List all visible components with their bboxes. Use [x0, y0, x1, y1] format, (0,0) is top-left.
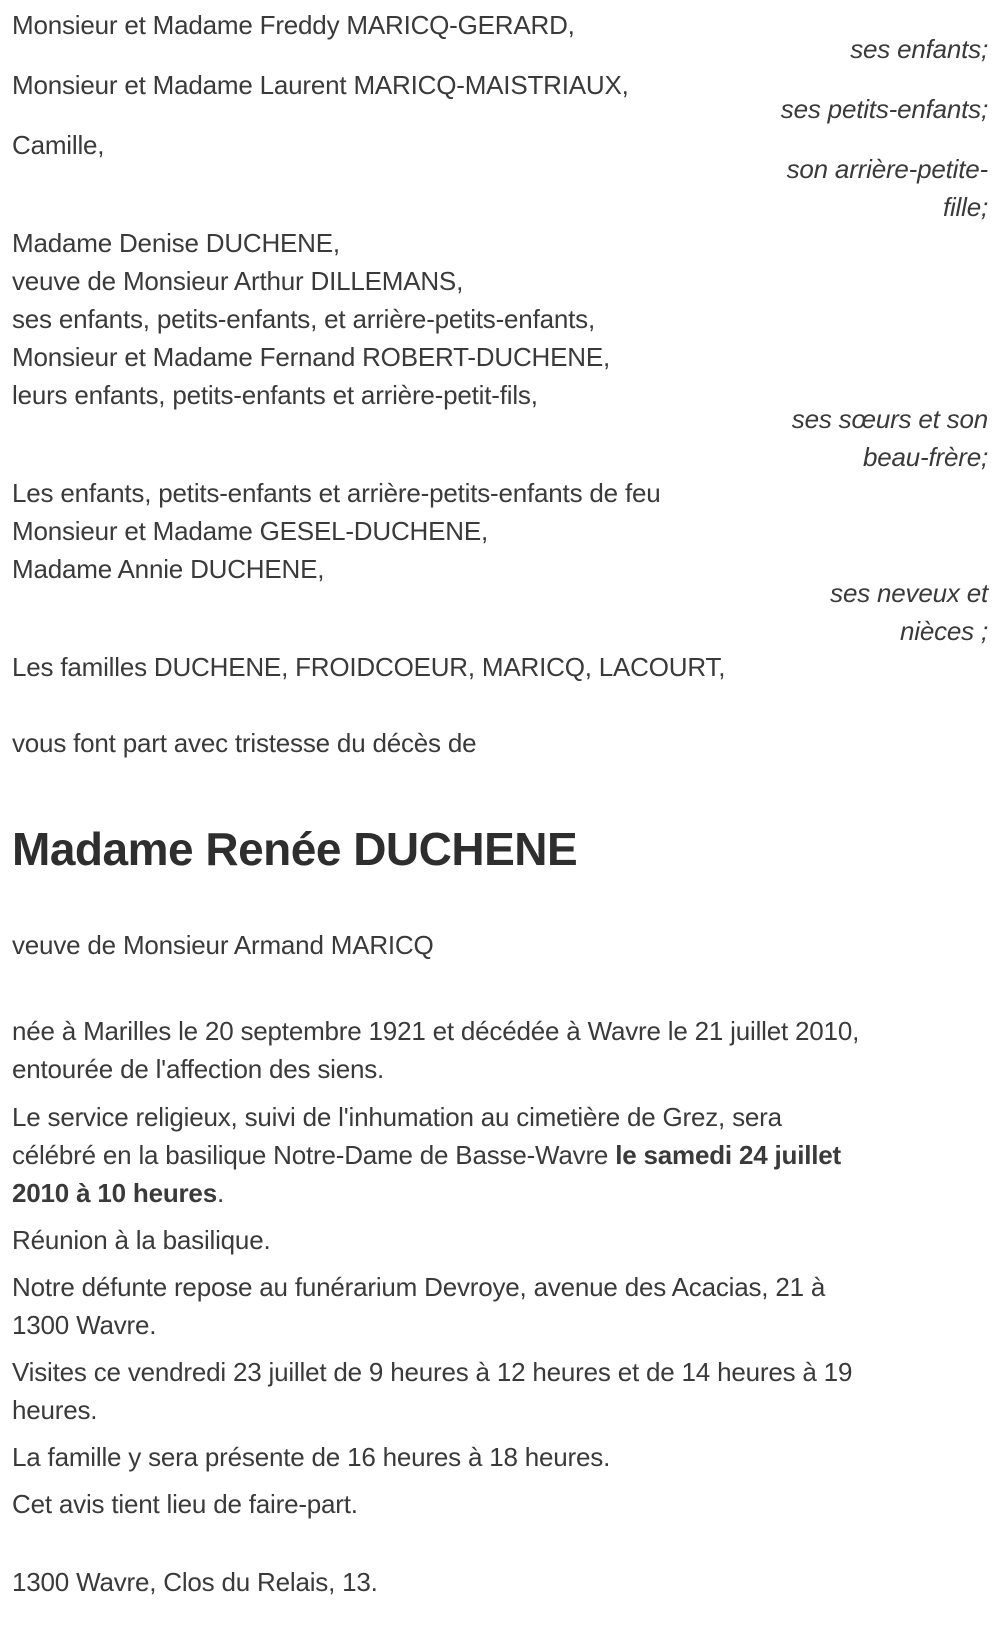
deceased-title — [12, 820, 988, 878]
family-line: Monsieur et Madame Freddy MARICQ-GERARD, — [12, 10, 575, 40]
service-line — [12, 1174, 988, 1212]
family-line: Monsieur et Madame GESEL-DUCHENE, — [12, 516, 488, 546]
relatives-sisters-section — [12, 224, 988, 476]
service-line — [12, 1136, 988, 1174]
relation-label: son arrière-petite- — [786, 154, 988, 184]
announcement-intro-line: vous font part avec tristesse du décès de — [12, 728, 477, 758]
relation-label: beau-frère; — [863, 442, 988, 472]
relatives-great-granddaughter-section — [12, 126, 988, 226]
deceased-name: Madame Renée DUCHENE — [12, 823, 578, 875]
announcement-intro — [12, 724, 988, 762]
relation-label: ses petits-enfants; — [780, 94, 988, 124]
family-line: Monsieur et Madame Fernand ROBERT-DUCHENE, — [12, 342, 610, 372]
repose-line: Notre défunte repose au funérarium Devroye, avenue des Acacias, 21 à — [12, 1272, 826, 1302]
repose-line: 1300 Wavre. — [12, 1310, 157, 1340]
family-line: Madame Denise DUCHENE, — [12, 228, 340, 258]
relatives-families-section — [12, 648, 988, 686]
family-line: ses enfants, petits-enfants, et arrière-petits-enfants, — [12, 304, 595, 334]
service-period: . — [216, 1178, 224, 1208]
service-text: célébré en la basilique Notre-Dame de Basse-Wavre — [12, 1140, 616, 1170]
relation-label: ses enfants; — [850, 34, 988, 64]
relatives-grandchildren-section — [12, 66, 988, 128]
widow-of-line: veuve de Monsieur Armand MARICQ — [12, 930, 434, 960]
meeting-paragraph — [12, 1221, 988, 1259]
family-line: Monsieur et Madame Laurent MARICQ-MAISTRIAUX, — [12, 70, 629, 100]
relatives-nephews-section — [12, 474, 988, 650]
family-presence-line: La famille y sera présente de 16 heures à 18 heures. — [12, 1442, 611, 1472]
service-time-bold: 2010 à 10 heures — [12, 1178, 217, 1208]
relatives-children-section — [12, 6, 988, 68]
family-line: veuve de Monsieur Arthur DILLEMANS, — [12, 266, 464, 296]
relation-label: ses neveux et — [830, 578, 988, 608]
life-dates-line: entourée de l'affection des siens. — [12, 1054, 385, 1084]
life-dates-line: née à Marilles le 20 septembre 1921 et décédée à Wavre le 21 juillet 2010, — [12, 1016, 860, 1046]
deceased-widow-of — [12, 926, 988, 964]
family-line: Camille, — [12, 130, 105, 160]
family-presence-paragraph — [12, 1438, 988, 1476]
family-line: Les familles DUCHENE, FROIDCOEUR, MARICQ, LACOURT, — [12, 652, 726, 682]
visits-paragraph — [12, 1353, 988, 1429]
relation-label: nièces ; — [899, 616, 988, 646]
repose-paragraph — [12, 1268, 988, 1344]
notice-statement-line: Cet avis tient lieu de faire-part. — [12, 1489, 358, 1519]
life-dates-paragraph — [12, 1012, 988, 1088]
relation-label: ses sœurs et son — [791, 404, 988, 434]
relation-label: fille; — [942, 192, 988, 222]
meeting-line: Réunion à la basilique. — [12, 1225, 271, 1255]
service-line: Le service religieux, suivi de l'inhumation au cimetière de Grez, sera — [12, 1102, 782, 1132]
address-paragraph — [12, 1563, 988, 1601]
family-line: leurs enfants, petits-enfants et arrière-petit-fils, — [12, 380, 538, 410]
address-line: 1300 Wavre, Clos du Relais, 13. — [12, 1567, 378, 1597]
service-date-bold: le samedi 24 juillet — [615, 1140, 841, 1170]
visits-line: Visites ce vendredi 23 juillet de 9 heures à 12 heures et de 14 heures à 19 — [12, 1357, 853, 1387]
service-paragraph — [12, 1098, 988, 1212]
family-line: Les enfants, petits-enfants et arrière-petits-enfants de feu — [12, 478, 661, 508]
notice-statement-paragraph — [12, 1485, 988, 1523]
visits-line: heures. — [12, 1395, 98, 1425]
family-line: Madame Annie DUCHENE, — [12, 554, 325, 584]
